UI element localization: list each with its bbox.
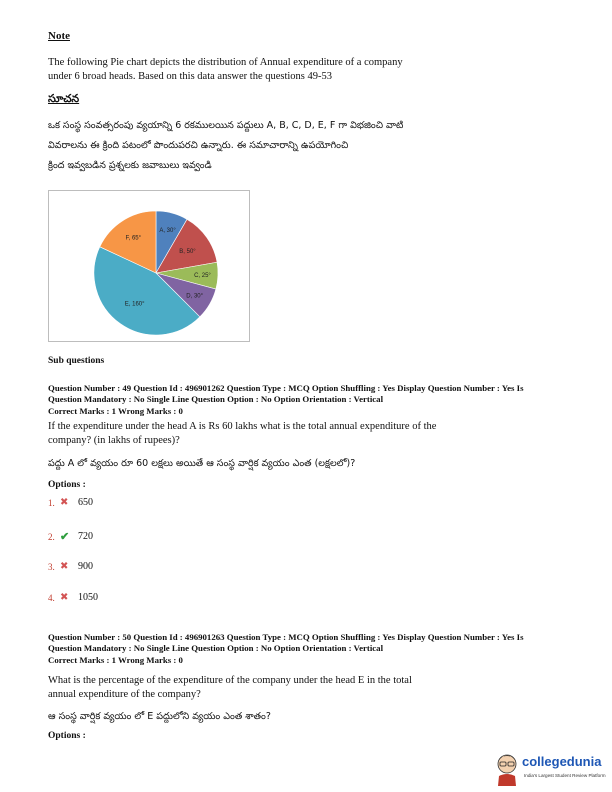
q49-options-label: Options : <box>48 480 86 490</box>
option-value: 1050 <box>78 592 98 603</box>
logo-name: collegedunia <box>522 754 602 769</box>
q50-marks: Correct Marks : 1 Wrong Marks : 0 <box>48 655 183 665</box>
pie-label-d: D, 30° <box>186 293 204 300</box>
cross-icon: ✖ <box>60 561 69 572</box>
sub-questions-label: Sub questions <box>48 356 105 366</box>
q49-option-2[interactable] <box>48 530 93 543</box>
q49-meta-line2: Question Mandatory : No Single Line Question Option : No Option Orientation : Vertical <box>48 394 384 404</box>
pie-label-a: A, 30° <box>159 227 176 234</box>
note-text-line1: The following Pie chart depicts the distribution of Annual expenditure of a company <box>48 57 403 68</box>
pie-label-b: B, 50° <box>179 248 196 255</box>
pie-label-c: C, 25° <box>194 273 211 280</box>
q50-options-label: Options : <box>48 731 86 741</box>
q50-telugu: ఆ సంస్థ వార్షిక వ్యయం లో E పద్దులోని వ్యయం ఎంత శాతం? <box>48 711 271 722</box>
q49-option-4[interactable] <box>48 592 98 603</box>
telugu-note-line1: ఒక సంస్థ సంవత్సరంపు వ్యయాన్ని 6 రకములయిన పద్దులు A, B, C, D, E, F గా విభజించి వాటి <box>48 120 404 131</box>
q49-telugu: పద్దు A లో వ్యయం రూ 60 లక్షలు అయితే ఆ సంస్థ వార్షిక వ్యయం ఎంత (లక్షలలో)? <box>48 458 356 469</box>
option-value: 900 <box>78 561 93 572</box>
note-text-line2: under 6 broad heads. Based on this data answer the questions 49-53 <box>48 71 333 82</box>
mascot-icon <box>494 750 520 786</box>
note-title: Note <box>48 30 70 42</box>
q50-meta-line2: Question Mandatory : No Single Line Question Option : No Option Orientation : Vertical <box>48 643 384 653</box>
telugu-note-title: సూచన <box>48 92 80 105</box>
collegedunia-logo[interactable] <box>494 748 610 788</box>
pie-chart <box>49 191 249 341</box>
q50-text-line1: What is the percentage of the expenditure of the company under the head E in the total <box>48 675 412 686</box>
cross-icon: ✖ <box>60 497 69 508</box>
q50-text-line2: annual expenditure of the company? <box>48 689 201 700</box>
q49-option-3[interactable] <box>48 561 93 572</box>
cross-icon: ✖ <box>60 592 69 603</box>
option-number: 2. <box>48 531 55 542</box>
telugu-note-line2: వివరాలను ఈ క్రింది పటంలో పొందుపరచి ఉన్నారు. ఈ సమాచారాన్ని ఉపయోగించి <box>48 140 349 151</box>
option-number: 1. <box>48 497 55 508</box>
q49-meta-line1: Question Number : 49 Question Id : 496901262 Question Type : MCQ Option Shuffling : Yes Display Question Number : Yes Is <box>48 383 524 393</box>
pie-label-e: E, 160° <box>124 301 145 308</box>
q49-text-line1: If the expenditure under the head A is Rs 60 lakhs what is the total annual expenditure of the <box>48 421 437 432</box>
option-number: 3. <box>48 561 55 572</box>
pie-chart-frame <box>48 190 250 342</box>
pie-label-f: F, 65° <box>125 235 142 242</box>
q50-meta-line1: Question Number : 50 Question Id : 496901263 Question Type : MCQ Option Shuffling : Yes Display Question Number : Yes Is <box>48 632 524 642</box>
telugu-note-line3: క్రింద ఇవ్వబడిన ప్రశ్నలకు జవాబులు ఇవ్వండి <box>48 160 212 171</box>
q49-option-1[interactable] <box>48 497 93 508</box>
q49-marks: Correct Marks : 1 Wrong Marks : 0 <box>48 406 183 416</box>
checkmark-icon: ✔ <box>60 531 70 543</box>
option-number: 4. <box>48 592 55 603</box>
logo-tagline: India's Largest Student Review Platform <box>524 773 606 778</box>
q49-text-line2: company? (in lakhs of rupees)? <box>48 435 180 446</box>
option-value: 720 <box>78 531 93 542</box>
option-value: 650 <box>78 497 93 508</box>
